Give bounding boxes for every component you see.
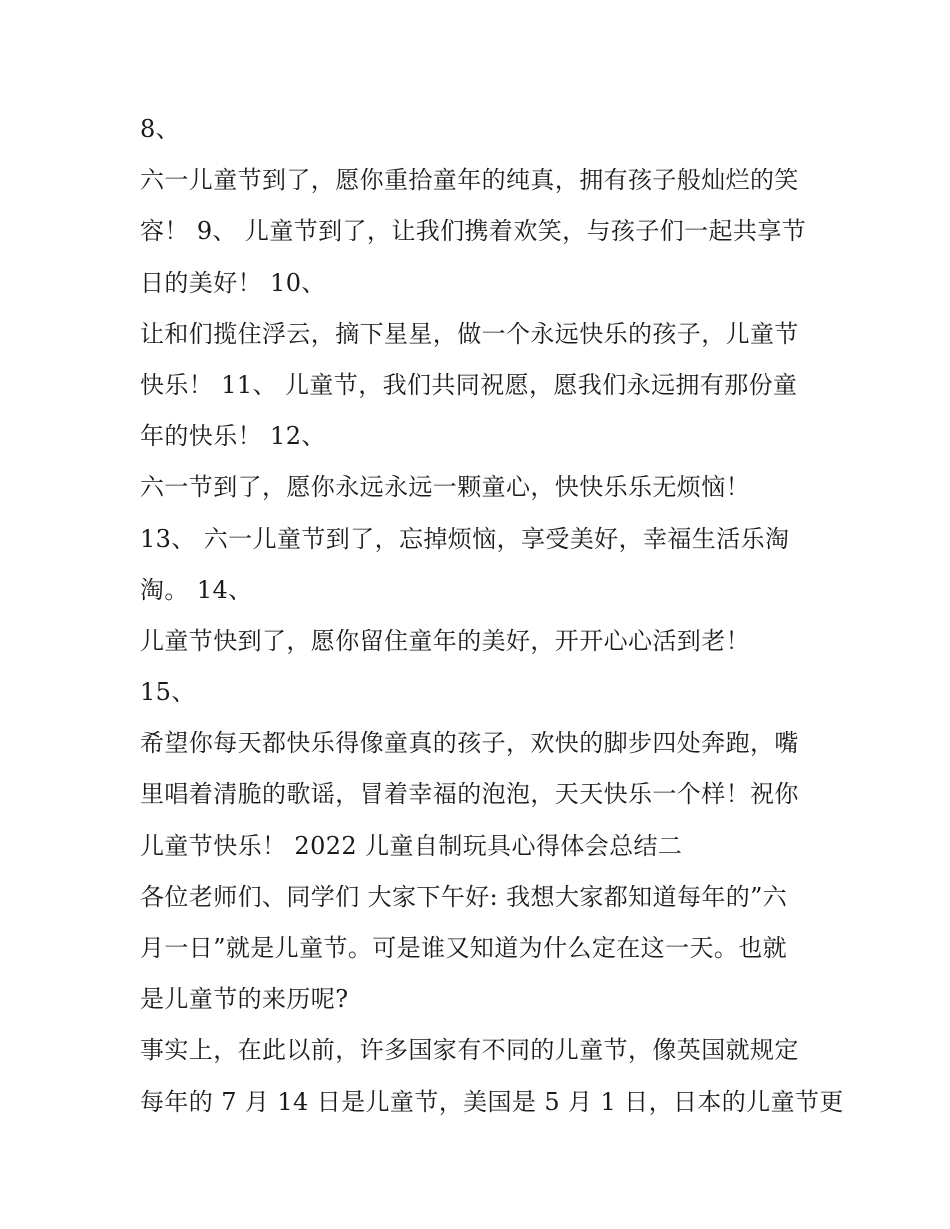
text-line: 容！ 9、 儿童节到了，让我们携着欢笑，与孩子们一起共享节 bbox=[140, 217, 807, 246]
text-line: 每年的 7 月 14 日是儿童节，美国是 5 月 1 日，日本的儿童节更 bbox=[140, 1087, 844, 1116]
text-line: 淘。 14、 bbox=[140, 575, 253, 604]
text-line: 各位老师们、同学们 大家下午好: 我想大家都知道每年的”六 bbox=[140, 882, 788, 911]
text-line: 儿童节快到了，愿你留住童年的美好，开开心心活到老！ bbox=[140, 626, 750, 655]
document-body bbox=[140, 104, 844, 1128]
text-line: 年的快乐！ 12、 bbox=[140, 422, 326, 451]
text-line: 是儿童节的来历呢? bbox=[140, 985, 349, 1014]
text-line: 让和们揽住浮云，摘下星星，做一个永远快乐的孩子，儿童节 bbox=[140, 319, 799, 348]
text-line: 13、 六一儿童节到了，忘掉烦恼，享受美好，幸福生活乐淘 bbox=[140, 524, 790, 553]
text-line: 8、 bbox=[140, 115, 181, 143]
text-line: 希望你每天都快乐得像童真的孩子，欢快的脚步四处奔跑，嘴 bbox=[140, 729, 799, 758]
text-line: 里唱着清脆的歌谣，冒着幸福的泡泡，天天快乐一个样！祝你 bbox=[140, 780, 799, 809]
text-line: 快乐！ 11、 儿童节，我们共同祝愿，愿我们永远拥有那份童 bbox=[140, 370, 798, 399]
text-line: 六一儿童节到了，愿你重拾童年的纯真，拥有孩子般灿烂的笑 bbox=[140, 166, 799, 195]
text-line: 六一节到了，愿你永远永远一颗童心，快快乐乐无烦恼！ bbox=[140, 473, 750, 502]
text-line: 事实上，在此以前，许多国家有不同的儿童节，像英国就规定 bbox=[140, 1036, 799, 1065]
text-line: 15、 bbox=[140, 678, 196, 707]
text-line: 日的美好！ 10、 bbox=[140, 268, 326, 297]
text-line: 儿童节快乐！ 2022 儿童自制玩具心得体会总结二 bbox=[140, 831, 683, 860]
text-line: 月一日”就是儿童节。可是谁又知道为什么定在这一天。也就 bbox=[140, 934, 788, 962]
